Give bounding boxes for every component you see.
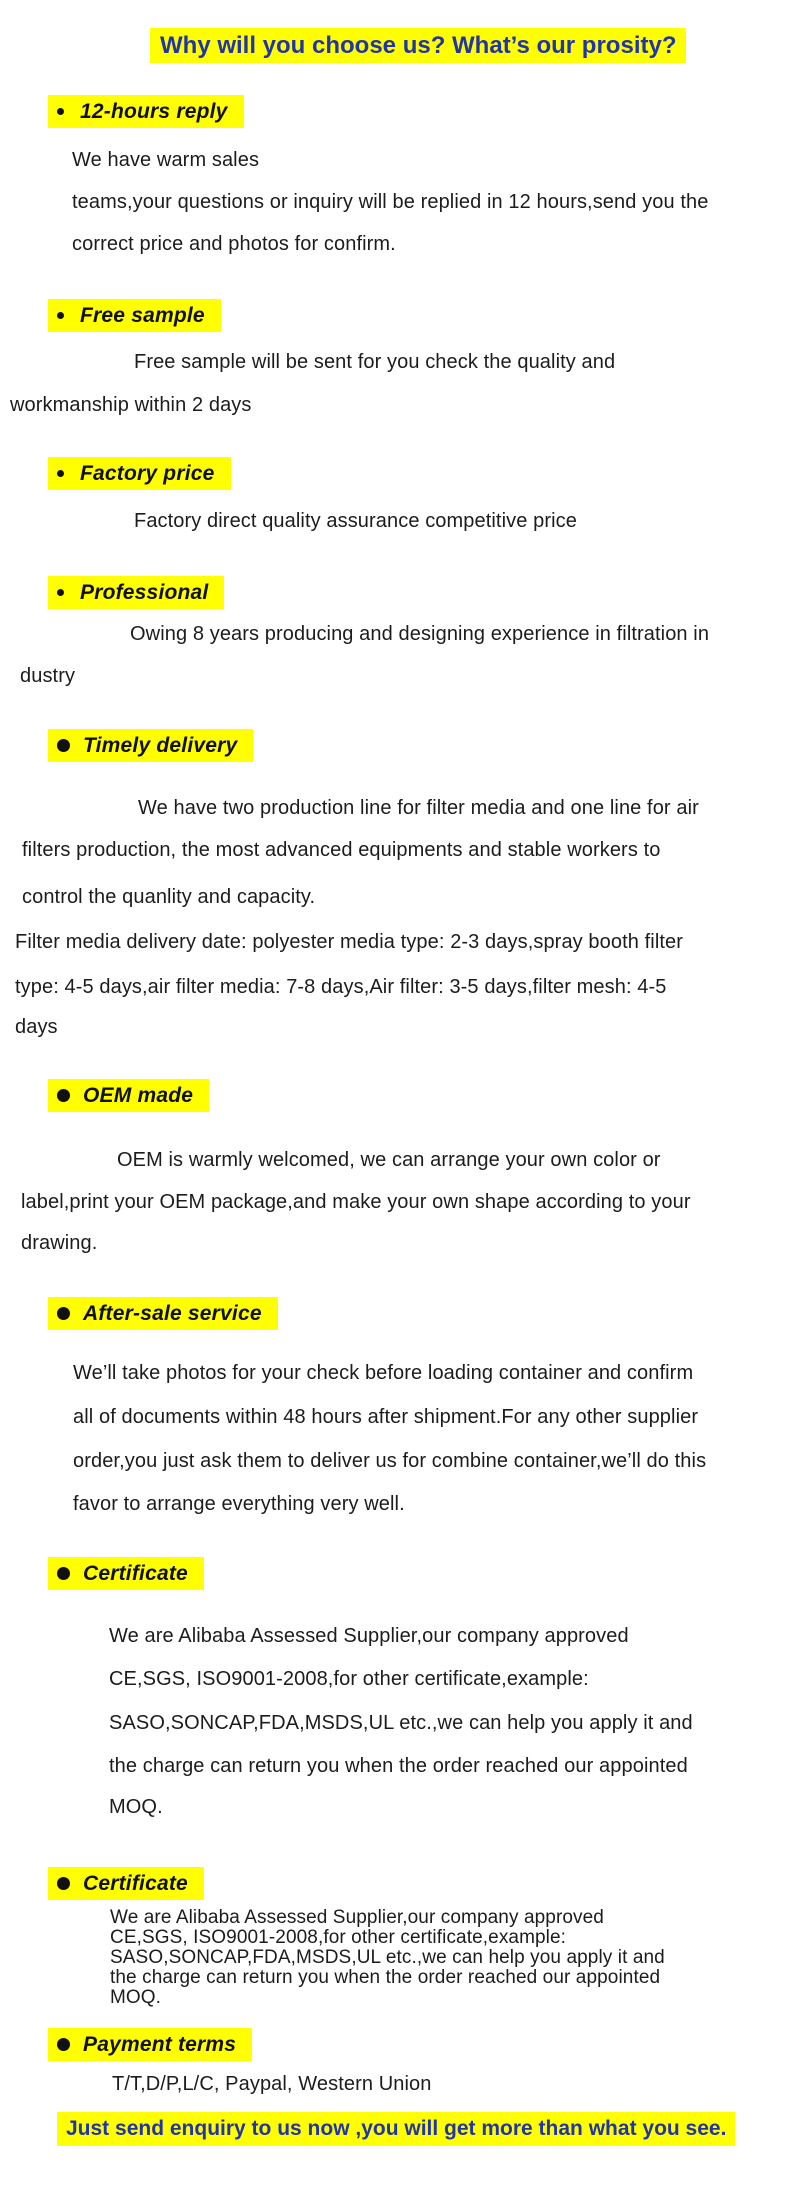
bullet-icon <box>57 312 64 319</box>
bullet-icon <box>57 589 64 596</box>
body-line: We have warm sales <box>72 149 260 171</box>
body-line: Factory direct quality assurance competitive price <box>134 510 577 532</box>
bullet-icon <box>57 2038 70 2051</box>
section-heading-free-sample <box>48 299 221 332</box>
bullet-icon <box>57 1089 70 1102</box>
page-title-text: Why will you choose us? What’s our prosity? <box>160 31 677 59</box>
body-line: Filter media delivery date: polyester media type: 2-3 days,spray booth filter <box>15 931 684 953</box>
section-heading-label: Timely delivery <box>83 733 238 757</box>
section-heading-label: OEM made <box>83 1083 194 1107</box>
body-line: the charge can return you when the order reached our appointed <box>110 1967 661 1988</box>
section-heading-label: Payment terms <box>83 2032 237 2056</box>
body-line: correct price and photos for confirm. <box>72 233 396 255</box>
body-line: days <box>15 1016 58 1038</box>
body-line: We’ll take photos for your check before loading container and confirm <box>73 1362 694 1384</box>
section-heading-label: Free sample <box>80 303 205 327</box>
body-line: CE,SGS, ISO9001-2008,for other certificate,example: <box>109 1668 589 1690</box>
page-title <box>150 28 686 63</box>
closing-banner-text: Just send enquiry to us now ,you will get more than what you see. <box>66 2117 727 2140</box>
bullet-icon <box>57 739 70 752</box>
body-line: We are Alibaba Assessed Supplier,our company approved <box>110 1907 604 1928</box>
body-line: label,print your OEM package,and make your own shape according to your <box>21 1191 691 1213</box>
body-line: Owing 8 years producing and designing experience in filtration in <box>130 623 710 645</box>
certificate-tight-paragraph <box>110 1908 665 2008</box>
body-line: favor to arrange everything very well. <box>73 1493 405 1515</box>
body-line: teams,your questions or inquiry will be replied in 12 hours,send you the <box>72 191 709 213</box>
body-line: drawing. <box>21 1232 98 1254</box>
body-line: workmanship within 2 days <box>10 394 252 416</box>
section-heading-timely-delivery <box>48 729 253 762</box>
section-heading-professional <box>48 576 224 609</box>
section-heading-12-hours-reply <box>48 95 244 128</box>
body-line: MOQ. <box>109 1796 163 1818</box>
section-heading-oem-made <box>48 1079 209 1112</box>
section-heading-payment-terms <box>48 2028 252 2061</box>
body-line: SASO,SONCAP,FDA,MSDS,UL etc.,we can help you apply it and <box>109 1712 693 1734</box>
section-heading-certificate <box>48 1557 204 1590</box>
body-line: We have two production line for filter media and one line for air <box>138 797 699 819</box>
section-heading-factory-price <box>48 457 231 490</box>
body-line: We are Alibaba Assessed Supplier,our company approved <box>109 1625 629 1647</box>
body-line: all of documents within 48 hours after shipment.For any other supplier <box>73 1406 699 1428</box>
section-heading-label: Certificate <box>83 1561 188 1585</box>
body-line: control the quanlity and capacity. <box>22 886 316 908</box>
closing-banner <box>57 2112 735 2146</box>
section-heading-label: 12-hours reply <box>80 99 228 123</box>
bullet-icon <box>57 1567 70 1580</box>
body-line: T/T,D/P,L/C, Paypal, Western Union <box>112 2073 432 2095</box>
body-line: dustry <box>20 665 76 687</box>
body-line: filters production, the most advanced equipments and stable workers to <box>22 839 661 861</box>
body-line: OEM is warmly welcomed, we can arrange your own color or <box>117 1149 661 1171</box>
body-line: Free sample will be sent for you check the quality and <box>134 351 616 373</box>
body-line: SASO,SONCAP,FDA,MSDS,UL etc.,we can help you apply it and <box>110 1947 665 1968</box>
section-heading-certificate-2 <box>48 1867 204 1900</box>
body-line: the charge can return you when the order reached our appointed <box>109 1755 688 1777</box>
section-heading-label: Factory price <box>80 461 215 485</box>
bullet-icon <box>57 108 64 115</box>
bullet-icon <box>57 470 64 477</box>
section-heading-label: Professional <box>80 580 209 604</box>
body-line: CE,SGS, ISO9001-2008,for other certificate,example: <box>110 1927 567 1948</box>
body-line: MOQ. <box>110 1987 162 2008</box>
section-heading-label: After-sale service <box>83 1301 262 1325</box>
section-heading-label: Certificate <box>83 1871 188 1895</box>
bullet-icon <box>57 1877 70 1890</box>
body-line: order,you just ask them to deliver us for combine container,we’ll do this <box>73 1450 707 1472</box>
body-line: type: 4-5 days,air filter media: 7-8 days,Air filter: 3-5 days,filter mesh: 4-5 <box>15 976 667 998</box>
bullet-icon <box>57 1307 70 1320</box>
section-heading-after-sale-service <box>48 1297 278 1330</box>
